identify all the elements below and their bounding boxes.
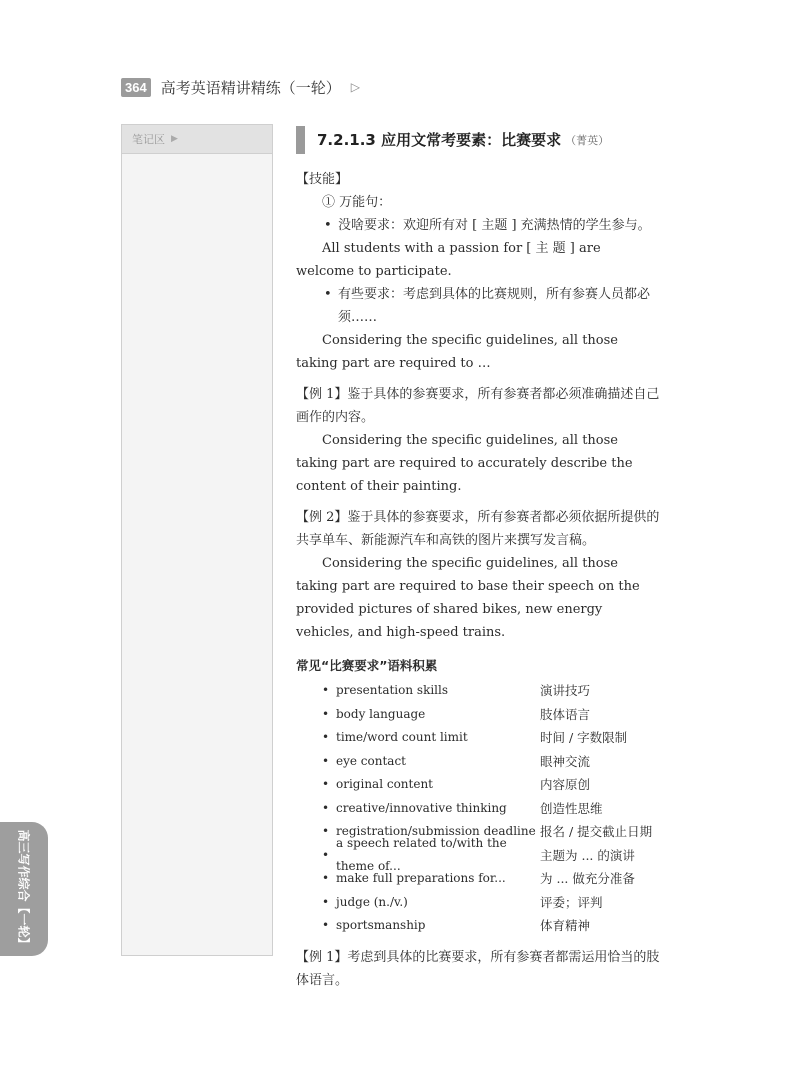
example-zh: 鉴于具体的参赛要求，所有参赛者都必须准确描述自己画作的内容。 — [296, 387, 660, 425]
notes-header — [122, 125, 272, 154]
bullet-dot-icon: • — [322, 918, 330, 933]
corpus-zh: 为 ... 做充分准备 — [540, 871, 635, 887]
corpus-zh: 评委；评判 — [540, 894, 603, 910]
bullet-dot-icon: • — [322, 683, 330, 698]
bullet-dot-icon: • — [322, 730, 330, 745]
corpus-en: registration/submission deadline — [336, 824, 536, 839]
section-title-text: 7.2.1.3 应用文常考要素：比赛要求 — [317, 130, 562, 149]
bullet-text: • 有些要求：考虑到具体的比赛规则，所有参赛人员都必须…… — [338, 287, 651, 325]
main-content — [296, 126, 660, 992]
example-3 — [296, 946, 660, 992]
corpus-en: creative/innovative thinking — [336, 800, 507, 815]
list-item — [296, 679, 660, 703]
section-tag: （菁英） — [565, 133, 610, 147]
english-sentence: Considering the specific guidelines, all those taking part are required to … — [296, 333, 618, 371]
bullet-dot-icon: • — [322, 894, 330, 909]
list-item — [296, 891, 660, 915]
list-item — [296, 773, 660, 797]
corpus-en: make full preparations for... — [336, 871, 506, 886]
section-title — [296, 126, 660, 154]
corpus-zh: 主题为 ... 的演讲 — [540, 847, 635, 863]
skill-label: 【技能】 — [296, 172, 349, 187]
example-zh: 鉴于具体的参赛要求，所有参赛者都必须依据所提供的共享单车、新能源汽车和高铁的图片来撰写发言稿。 — [296, 510, 660, 548]
bullet-dot-icon: • — [322, 871, 330, 886]
example-1 — [296, 383, 660, 429]
list-item — [296, 750, 660, 774]
list-item — [296, 214, 660, 237]
corpus-en: eye contact — [336, 753, 406, 768]
bullet-dot-icon: • — [322, 777, 330, 792]
bullet-dot-icon: • — [322, 824, 330, 839]
notes-panel[interactable] — [121, 124, 273, 956]
corpus-zh: 创造性思维 — [540, 800, 603, 816]
book-title: 高考英语精讲精练（一轮） — [160, 78, 341, 97]
corpus-en: body language — [336, 706, 426, 721]
list-item — [296, 836, 660, 874]
corpus-en: presentation skills — [336, 683, 449, 698]
corpus-en: sportsmanship — [336, 918, 426, 933]
page-number: 364 — [121, 78, 151, 97]
list-item — [296, 797, 660, 821]
triangle-right-icon: ▶ — [171, 134, 178, 144]
page-header — [121, 76, 360, 98]
example-en: Considering the specific guidelines, all those taking part are required to accurately describe the content of their painting. — [296, 433, 633, 494]
corpus-zh: 时间 / 字数限制 — [540, 730, 628, 746]
corpus-title: 常见“比赛要求”语料积累 — [296, 658, 438, 673]
corpus-en: time/word count limit — [336, 730, 468, 745]
play-triangle-icon: ▷ — [350, 80, 360, 94]
corpus-en: judge (n./v.) — [336, 894, 408, 909]
corpus-zh: 肢体语言 — [540, 706, 591, 722]
corpus-zh: 演讲技巧 — [540, 683, 591, 699]
corpus-zh: 体育精神 — [540, 918, 591, 934]
list-item — [296, 867, 660, 891]
notes-label: 笔记区 — [132, 133, 165, 146]
universal-sentence-label: ① 万能句： — [322, 195, 392, 210]
example-label: 【例 2】 — [296, 510, 348, 525]
example-zh: 考虑到具体的比赛要求，所有参赛者都需运用恰当的肢体语言。 — [296, 949, 660, 988]
example-en: Considering the specific guidelines, all those taking part are required to base their speech on the provided pictures of shared bikes, new energy vehicles, and high-speed trains. — [296, 556, 640, 640]
bullet-dot-icon: • — [322, 706, 330, 721]
example-label: 【例 1】 — [296, 949, 348, 965]
bullet-text: • 没啥要求：欢迎所有对 [ 主题 ] 充满热情的学生参与。 — [338, 218, 651, 233]
corpus-zh: 眼神交流 — [540, 753, 591, 769]
example-label: 【例 1】 — [296, 387, 348, 402]
side-tab-label: 高三写作综合【一轮】 — [16, 828, 31, 950]
list-item — [296, 914, 660, 938]
corpus-zh: 报名 / 提交截止日期 — [540, 824, 653, 840]
bullet-dot-icon: • — [322, 753, 330, 768]
list-item — [296, 726, 660, 750]
corpus-zh: 内容原创 — [540, 777, 591, 793]
list-item — [296, 703, 660, 727]
list-item — [296, 283, 660, 329]
section-bar — [296, 126, 305, 154]
side-tab — [0, 822, 48, 956]
corpus-en: a speech related to/with the theme of... — [336, 836, 507, 874]
english-sentence: All students with a passion for [ 主 题 ] are welcome to participate. — [296, 241, 601, 279]
bullet-dot-icon: • — [322, 847, 330, 862]
corpus-list — [296, 679, 660, 938]
bullet-dot-icon: • — [322, 800, 330, 815]
corpus-en: original content — [336, 777, 434, 792]
example-2 — [296, 506, 660, 552]
